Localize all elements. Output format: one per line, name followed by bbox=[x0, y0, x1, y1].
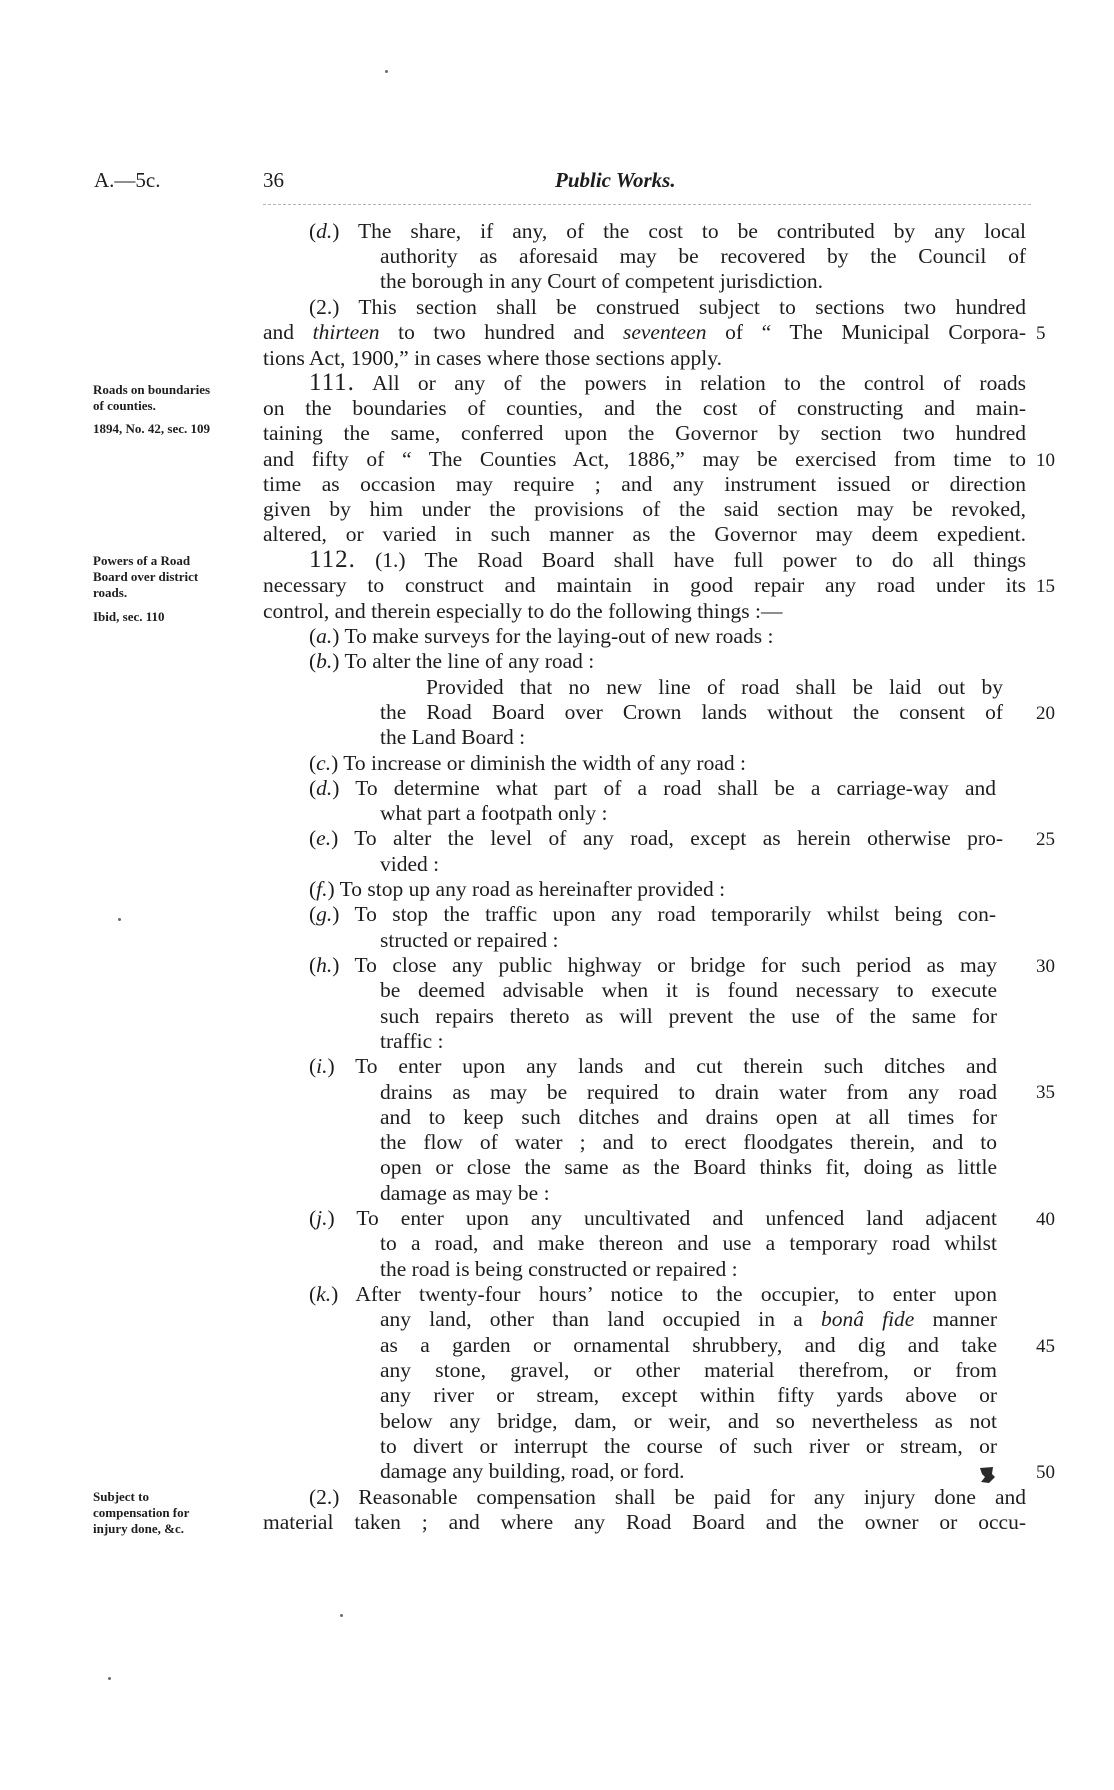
margin-note: of counties. bbox=[93, 398, 156, 413]
margin-note: Subject to bbox=[93, 1489, 149, 1504]
line-number: 40 bbox=[1036, 1209, 1055, 1230]
text-line: any land, other than land occupied in a bonâ fide manner bbox=[380, 1307, 998, 1331]
text-line: tions Act, 1900,” in cases where those sections apply. bbox=[263, 346, 722, 370]
text-line: Provided that no new line of road shall be laid out by bbox=[426, 675, 1003, 699]
margin-note: roads. bbox=[93, 585, 128, 600]
line-number: 30 bbox=[1036, 956, 1055, 977]
text-line: below any bridge, dam, or weir, and so nevertheless as not bbox=[380, 1409, 997, 1433]
text-line: be deemed advisable when it is found necessary to execute bbox=[380, 978, 997, 1002]
line-number: 35 bbox=[1036, 1082, 1055, 1103]
text-line: authority as aforesaid may be recovered by the Council of bbox=[380, 244, 1026, 268]
margin-note: injury done, &c. bbox=[93, 1521, 184, 1536]
text-line: on the boundaries of counties, and the cost of constructing and main- bbox=[263, 396, 1026, 420]
margin-note: Powers of a Road bbox=[93, 553, 191, 568]
line-number: 25 bbox=[1036, 829, 1055, 850]
text-line: any stone, gravel, or other material therefrom, or from bbox=[380, 1358, 997, 1382]
margin-citation: Ibid, sec. 110 bbox=[93, 609, 165, 624]
margin-citation: 1894, No. 42, sec. 109 bbox=[93, 421, 210, 436]
text-line: to a road, and make thereon and use a temporary road whilst bbox=[380, 1231, 997, 1255]
text-line: and to keep such ditches and drains open at all times for bbox=[380, 1105, 997, 1129]
line-number: 10 bbox=[1036, 450, 1055, 471]
scan-speck bbox=[108, 1677, 111, 1680]
text-line: the borough in any Court of competent jurisdiction. bbox=[380, 269, 824, 293]
section-111: 111. All or any of the powers in relation to the control of roads bbox=[309, 369, 1026, 396]
text-line: such repairs thereto as will prevent the use of the same for bbox=[380, 1004, 997, 1028]
text-line: taining the same, conferred upon the Governor by section two hundred bbox=[263, 421, 1026, 445]
text-line: (e.) To alter the level of any road, except as herein otherwise pro- bbox=[309, 826, 1003, 850]
scan-speck bbox=[340, 1614, 343, 1617]
scan-mark-icon bbox=[978, 1465, 996, 1485]
margin-note: Roads on boundaries bbox=[93, 382, 211, 397]
text-line: (i.) To enter upon any lands and cut therein such ditches and bbox=[309, 1054, 997, 1078]
document-reference: A.—5c. bbox=[94, 168, 161, 192]
text-line: (2.) This section shall be construed subject to sections two hundred bbox=[309, 295, 1026, 319]
text-line: vided : bbox=[380, 852, 440, 876]
text-line: traffic : bbox=[380, 1029, 444, 1053]
section-number: 112. bbox=[309, 546, 356, 573]
section-number: 111. bbox=[309, 369, 355, 396]
line-number: 20 bbox=[1036, 703, 1055, 724]
text-line: drains as may be required to drain water from any road bbox=[380, 1080, 997, 1104]
page-number: 36 bbox=[263, 168, 284, 192]
header-rule bbox=[263, 204, 1031, 205]
margin-note: compensation for bbox=[93, 1505, 190, 1520]
text-line: the road is being constructed or repaired : bbox=[380, 1257, 738, 1281]
text-line: (b.) To alter the line of any road : bbox=[309, 649, 595, 673]
text-line: (k.) After twenty-four hours’ notice to the occupier, to enter upon bbox=[309, 1282, 997, 1306]
text-line: the flow of water ; and to erect floodgates therein, and to bbox=[380, 1130, 997, 1154]
text-line: altered, or varied in such manner as the Governor may deem expedient. bbox=[263, 522, 1026, 546]
text-line: the Road Board over Crown lands without the consent of bbox=[380, 700, 1003, 724]
text-line: necessary to construct and maintain in good repair any road under its bbox=[263, 573, 1026, 597]
line-number: 5 bbox=[1036, 323, 1046, 344]
text-line: given by him under the provisions of the said section may be revoked, bbox=[263, 497, 1026, 521]
text-line: any river or stream, except within fifty yards above or bbox=[380, 1383, 997, 1407]
text-line: time as occasion may require ; and any instrument issued or direction bbox=[263, 472, 1026, 496]
text-line: and thirteen to two hundred and seventeen of “ The Municipal Corpora- bbox=[263, 320, 1026, 344]
text-line: (c.) To increase or diminish the width of any road : bbox=[309, 751, 746, 775]
text-line: (d.) The share, if any, of the cost to be contributed by any local bbox=[309, 219, 1026, 243]
text-line: and fifty of “ The Counties Act, 1886,” may be exercised from time to bbox=[263, 447, 1026, 471]
scan-speck bbox=[385, 70, 388, 73]
text-line: control, and therein especially to do the following things :— bbox=[263, 599, 783, 623]
line-number: 45 bbox=[1036, 1336, 1055, 1357]
line-number: 50 bbox=[1036, 1462, 1055, 1483]
text-line: (f.) To stop up any road as hereinafter provided : bbox=[309, 877, 726, 901]
text-line: what part a footpath only : bbox=[380, 801, 608, 825]
text-line: material taken ; and where any Road Board and the owner or occu- bbox=[263, 1510, 1026, 1534]
text-line: damage any building, road, or ford. bbox=[380, 1459, 685, 1483]
text-line: the Land Board : bbox=[380, 725, 526, 749]
text-line: structed or repaired : bbox=[380, 928, 559, 952]
text-line: (a.) To make surveys for the laying-out of new roads : bbox=[309, 624, 774, 648]
text-line: (h.) To close any public highway or bridge for such period as may bbox=[309, 953, 997, 977]
margin-note: Board over district bbox=[93, 569, 199, 584]
text-line: (g.) To stop the traffic upon any road temporarily whilst being con- bbox=[309, 902, 996, 926]
text-line: (d.) To determine what part of a road shall be a carriage-way and bbox=[309, 776, 996, 800]
scan-speck bbox=[118, 918, 121, 921]
text-line: (j.) To enter upon any uncultivated and unfenced land adjacent bbox=[309, 1206, 997, 1230]
text-line: damage as may be : bbox=[380, 1181, 550, 1205]
section-112: 112. (1.) The Road Board shall have full power to do all things bbox=[309, 546, 1026, 573]
page-title: Public Works. bbox=[555, 168, 676, 192]
text-line: to divert or interrupt the course of such river or stream, or bbox=[380, 1434, 997, 1458]
text-line: (2.) Reasonable compensation shall be paid for any injury done and bbox=[309, 1485, 1026, 1509]
line-number: 15 bbox=[1036, 576, 1055, 597]
text-line: as a garden or ornamental shrubbery, and dig and take bbox=[380, 1333, 997, 1357]
text-line: open or close the same as the Board thinks fit, doing as little bbox=[380, 1155, 997, 1179]
